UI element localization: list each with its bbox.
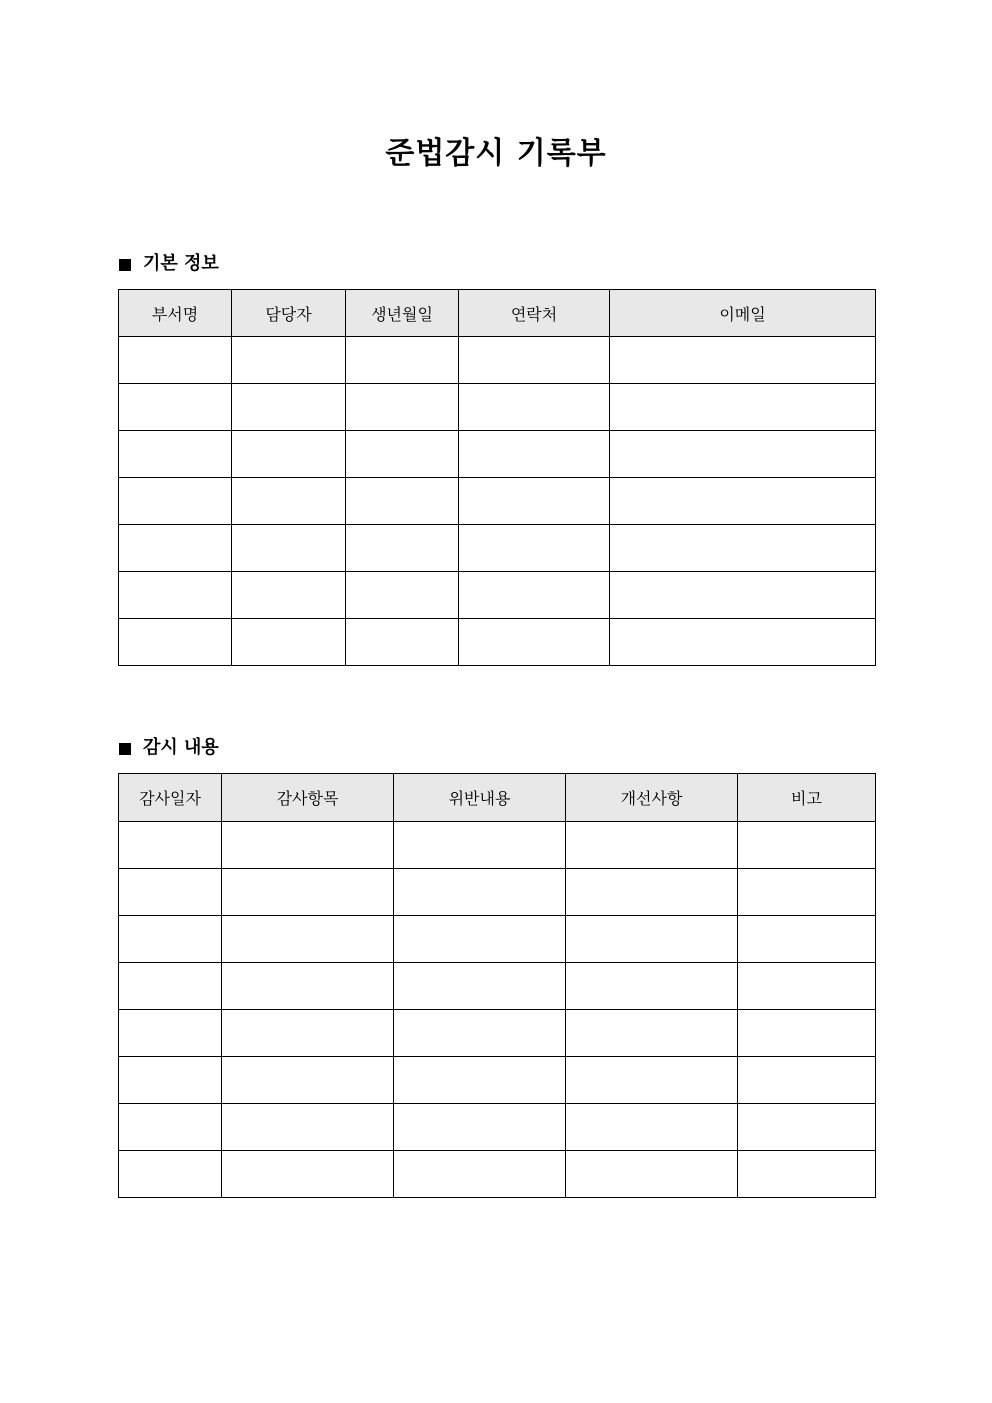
table-cell[interactable] [119,384,232,431]
table-cell[interactable] [232,384,346,431]
table-cell[interactable] [566,1151,738,1198]
table-cell[interactable] [119,822,222,869]
table-cell[interactable] [566,963,738,1010]
column-header-remarks: 비고 [738,774,876,822]
column-header-contact: 연락처 [459,290,610,337]
table-cell[interactable] [738,1057,876,1104]
table-cell[interactable] [222,822,394,869]
square-bullet-icon [119,259,131,271]
table-cell[interactable] [346,572,459,619]
table-cell[interactable] [566,1010,738,1057]
section-heading-basic-info [119,251,219,277]
table-cell[interactable] [394,1104,566,1151]
table-cell[interactable] [119,572,232,619]
table-cell[interactable] [346,384,459,431]
table-cell[interactable] [738,1104,876,1151]
table-cell[interactable] [119,1057,222,1104]
table-cell[interactable] [346,619,459,666]
table-cell[interactable] [738,1151,876,1198]
table-cell[interactable] [459,478,610,525]
table-cell[interactable] [610,619,876,666]
table-cell[interactable] [394,1151,566,1198]
table-cell[interactable] [232,478,346,525]
table-cell[interactable] [566,822,738,869]
table-cell[interactable] [459,431,610,478]
table-cell[interactable] [119,478,232,525]
table-cell[interactable] [232,337,346,384]
table-cell[interactable] [394,1010,566,1057]
table-row [119,822,876,869]
table-cell[interactable] [610,525,876,572]
table-cell[interactable] [222,869,394,916]
table-cell[interactable] [738,1010,876,1057]
table-row [119,1010,876,1057]
monitoring-table [118,773,876,1198]
table-row [119,431,876,478]
table-cell[interactable] [738,916,876,963]
basic-info-table [118,289,876,666]
table-cell[interactable] [459,525,610,572]
table-cell[interactable] [346,337,459,384]
table-cell[interactable] [610,431,876,478]
section-heading-label: 감시 내용 [143,737,219,758]
table-cell[interactable] [610,337,876,384]
table-row [119,1057,876,1104]
table-row [119,525,876,572]
table-cell[interactable] [610,384,876,431]
table-cell[interactable] [738,869,876,916]
table-cell[interactable] [222,1010,394,1057]
table-header-row [119,290,876,337]
table-cell[interactable] [738,822,876,869]
table-cell[interactable] [346,431,459,478]
table-cell[interactable] [222,1104,394,1151]
table-cell[interactable] [222,1151,394,1198]
table-cell[interactable] [222,963,394,1010]
column-header-email: 이메일 [610,290,876,337]
column-header-birth-date: 생년월일 [346,290,459,337]
table-cell[interactable] [566,869,738,916]
table-cell[interactable] [394,869,566,916]
table-cell[interactable] [119,916,222,963]
table-cell[interactable] [119,1151,222,1198]
square-bullet-icon [119,743,131,755]
column-header-improvement: 개선사항 [566,774,738,822]
table-cell[interactable] [394,916,566,963]
table-cell[interactable] [566,916,738,963]
table-cell[interactable] [119,337,232,384]
table-cell[interactable] [232,572,346,619]
table-cell[interactable] [459,619,610,666]
table-cell[interactable] [119,525,232,572]
table-cell[interactable] [119,1104,222,1151]
column-header-person-in-charge: 담당자 [232,290,346,337]
document-title: 준법감시 기록부 [385,136,607,171]
table-cell[interactable] [394,822,566,869]
table-cell[interactable] [459,337,610,384]
table-cell[interactable] [566,1057,738,1104]
table-cell[interactable] [119,431,232,478]
table-cell[interactable] [232,525,346,572]
section-heading-label: 기본 정보 [143,253,219,274]
column-header-violation: 위반내용 [394,774,566,822]
table-row [119,1151,876,1198]
table-row [119,572,876,619]
table-cell[interactable] [222,1057,394,1104]
table-cell[interactable] [346,478,459,525]
column-header-audit-item: 감사항목 [222,774,394,822]
table-cell[interactable] [119,963,222,1010]
table-row [119,869,876,916]
table-cell[interactable] [119,1010,222,1057]
table-row [119,619,876,666]
table-cell[interactable] [119,869,222,916]
table-cell[interactable] [232,619,346,666]
table-header-row [119,774,876,822]
column-header-audit-date: 감사일자 [119,774,222,822]
table-cell[interactable] [566,1104,738,1151]
column-header-department: 부서명 [119,290,232,337]
table-row [119,916,876,963]
table-cell[interactable] [610,572,876,619]
table-cell[interactable] [232,431,346,478]
section-heading-monitoring [119,735,219,761]
table-cell[interactable] [459,384,610,431]
table-cell[interactable] [119,619,232,666]
table-cell[interactable] [738,963,876,1010]
table-cell[interactable] [222,916,394,963]
table-cell[interactable] [610,478,876,525]
table-row [119,337,876,384]
table-row [119,384,876,431]
table-cell[interactable] [394,963,566,1010]
table-cell[interactable] [459,572,610,619]
table-cell[interactable] [346,525,459,572]
table-cell[interactable] [394,1057,566,1104]
table-row [119,1104,876,1151]
table-row [119,478,876,525]
table-row [119,963,876,1010]
